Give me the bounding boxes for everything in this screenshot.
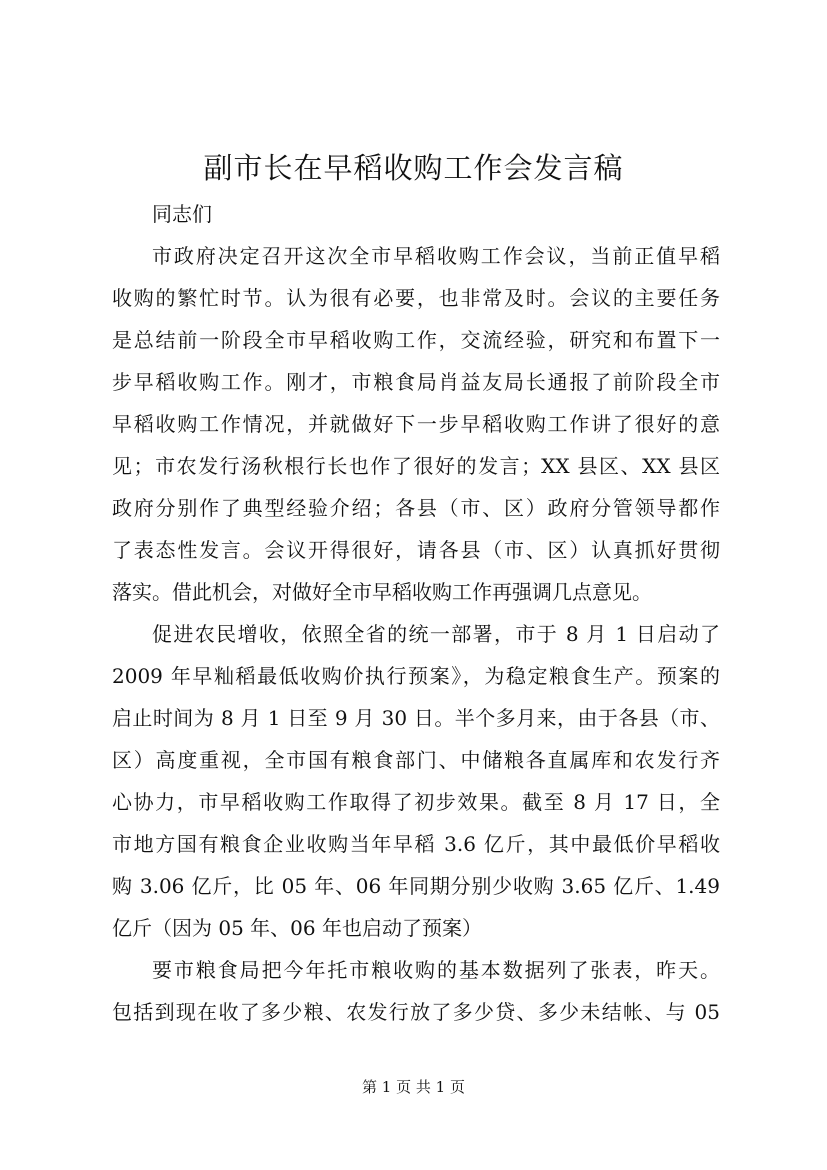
body-line: 亿斤（因为 05 年、06 年也启动了预案） xyxy=(112,916,482,940)
body-line: 是总结前一阶段全市早稻收购工作，交流经验，研究和布置下一 xyxy=(112,328,720,352)
body-line: 包括到现在收了多少粮、农发行放了多少贷、多少未结帐、与 05 xyxy=(112,1000,720,1024)
salutation: 同志们 xyxy=(152,202,212,226)
body-line: 落实。借此机会，对做好全市早稻收购工作再强调几点意见。 xyxy=(112,580,652,604)
body-line: 收购的繁忙时节。认为很有必要，也非常及时。会议的主要任务 xyxy=(112,286,720,310)
body-line: 启止时间为 8 月 1 日至 9 月 30 日。半个多月来，由于各县（市、 xyxy=(112,706,720,730)
body-line: 2009 年早籼稻最低收购价执行预案》，为稳定粮食生产。预案的 xyxy=(112,664,720,688)
body-line: 步早稻收购工作。刚才，市粮食局肖益友局长通报了前阶段全市 xyxy=(112,370,720,394)
body-line: 市地方国有粮食企业收购当年早稻 3.6 亿斤，其中最低价早稻收 xyxy=(112,832,720,856)
page-number-footer: 第 1 页 共 1 页 xyxy=(362,1078,465,1096)
body-line: 购 3.06 亿斤，比 05 年、06 年同期分别少收购 3.65 亿斤、1.49 xyxy=(112,874,720,898)
body-line: 心协力，市早稻收购工作取得了初步效果。截至 8 月 17 日，全 xyxy=(112,790,720,814)
body-line: 见；市农发行汤秋根行长也作了很好的发言；XX 县区、XX 县区 xyxy=(112,454,720,478)
body-line: 早稻收购工作情况，并就做好下一步早稻收购工作讲了很好的意 xyxy=(112,412,720,436)
body-line: 了表态性发言。会议开得很好，请各县（市、区）认真抓好贯彻 xyxy=(112,538,720,562)
body-line: 要市粮食局把今年托市粮收购的基本数据列了张表，昨天。 xyxy=(152,958,720,982)
body-line: 市政府决定召开这次全市早稻收购工作会议，当前正值早稻 xyxy=(152,244,720,268)
body-line: 政府分别作了典型经验介绍；各县（市、区）政府分管领导都作 xyxy=(112,496,720,520)
body-line: 促进农民增收，依照全省的统一部署，市于 8 月 1 日启动了 xyxy=(152,622,720,646)
body-line: 区）高度重视，全市国有粮食部门、中储粮各直属库和农发行齐 xyxy=(112,748,720,772)
document-title: 副市长在早稻收购工作会发言稿 xyxy=(203,151,624,185)
